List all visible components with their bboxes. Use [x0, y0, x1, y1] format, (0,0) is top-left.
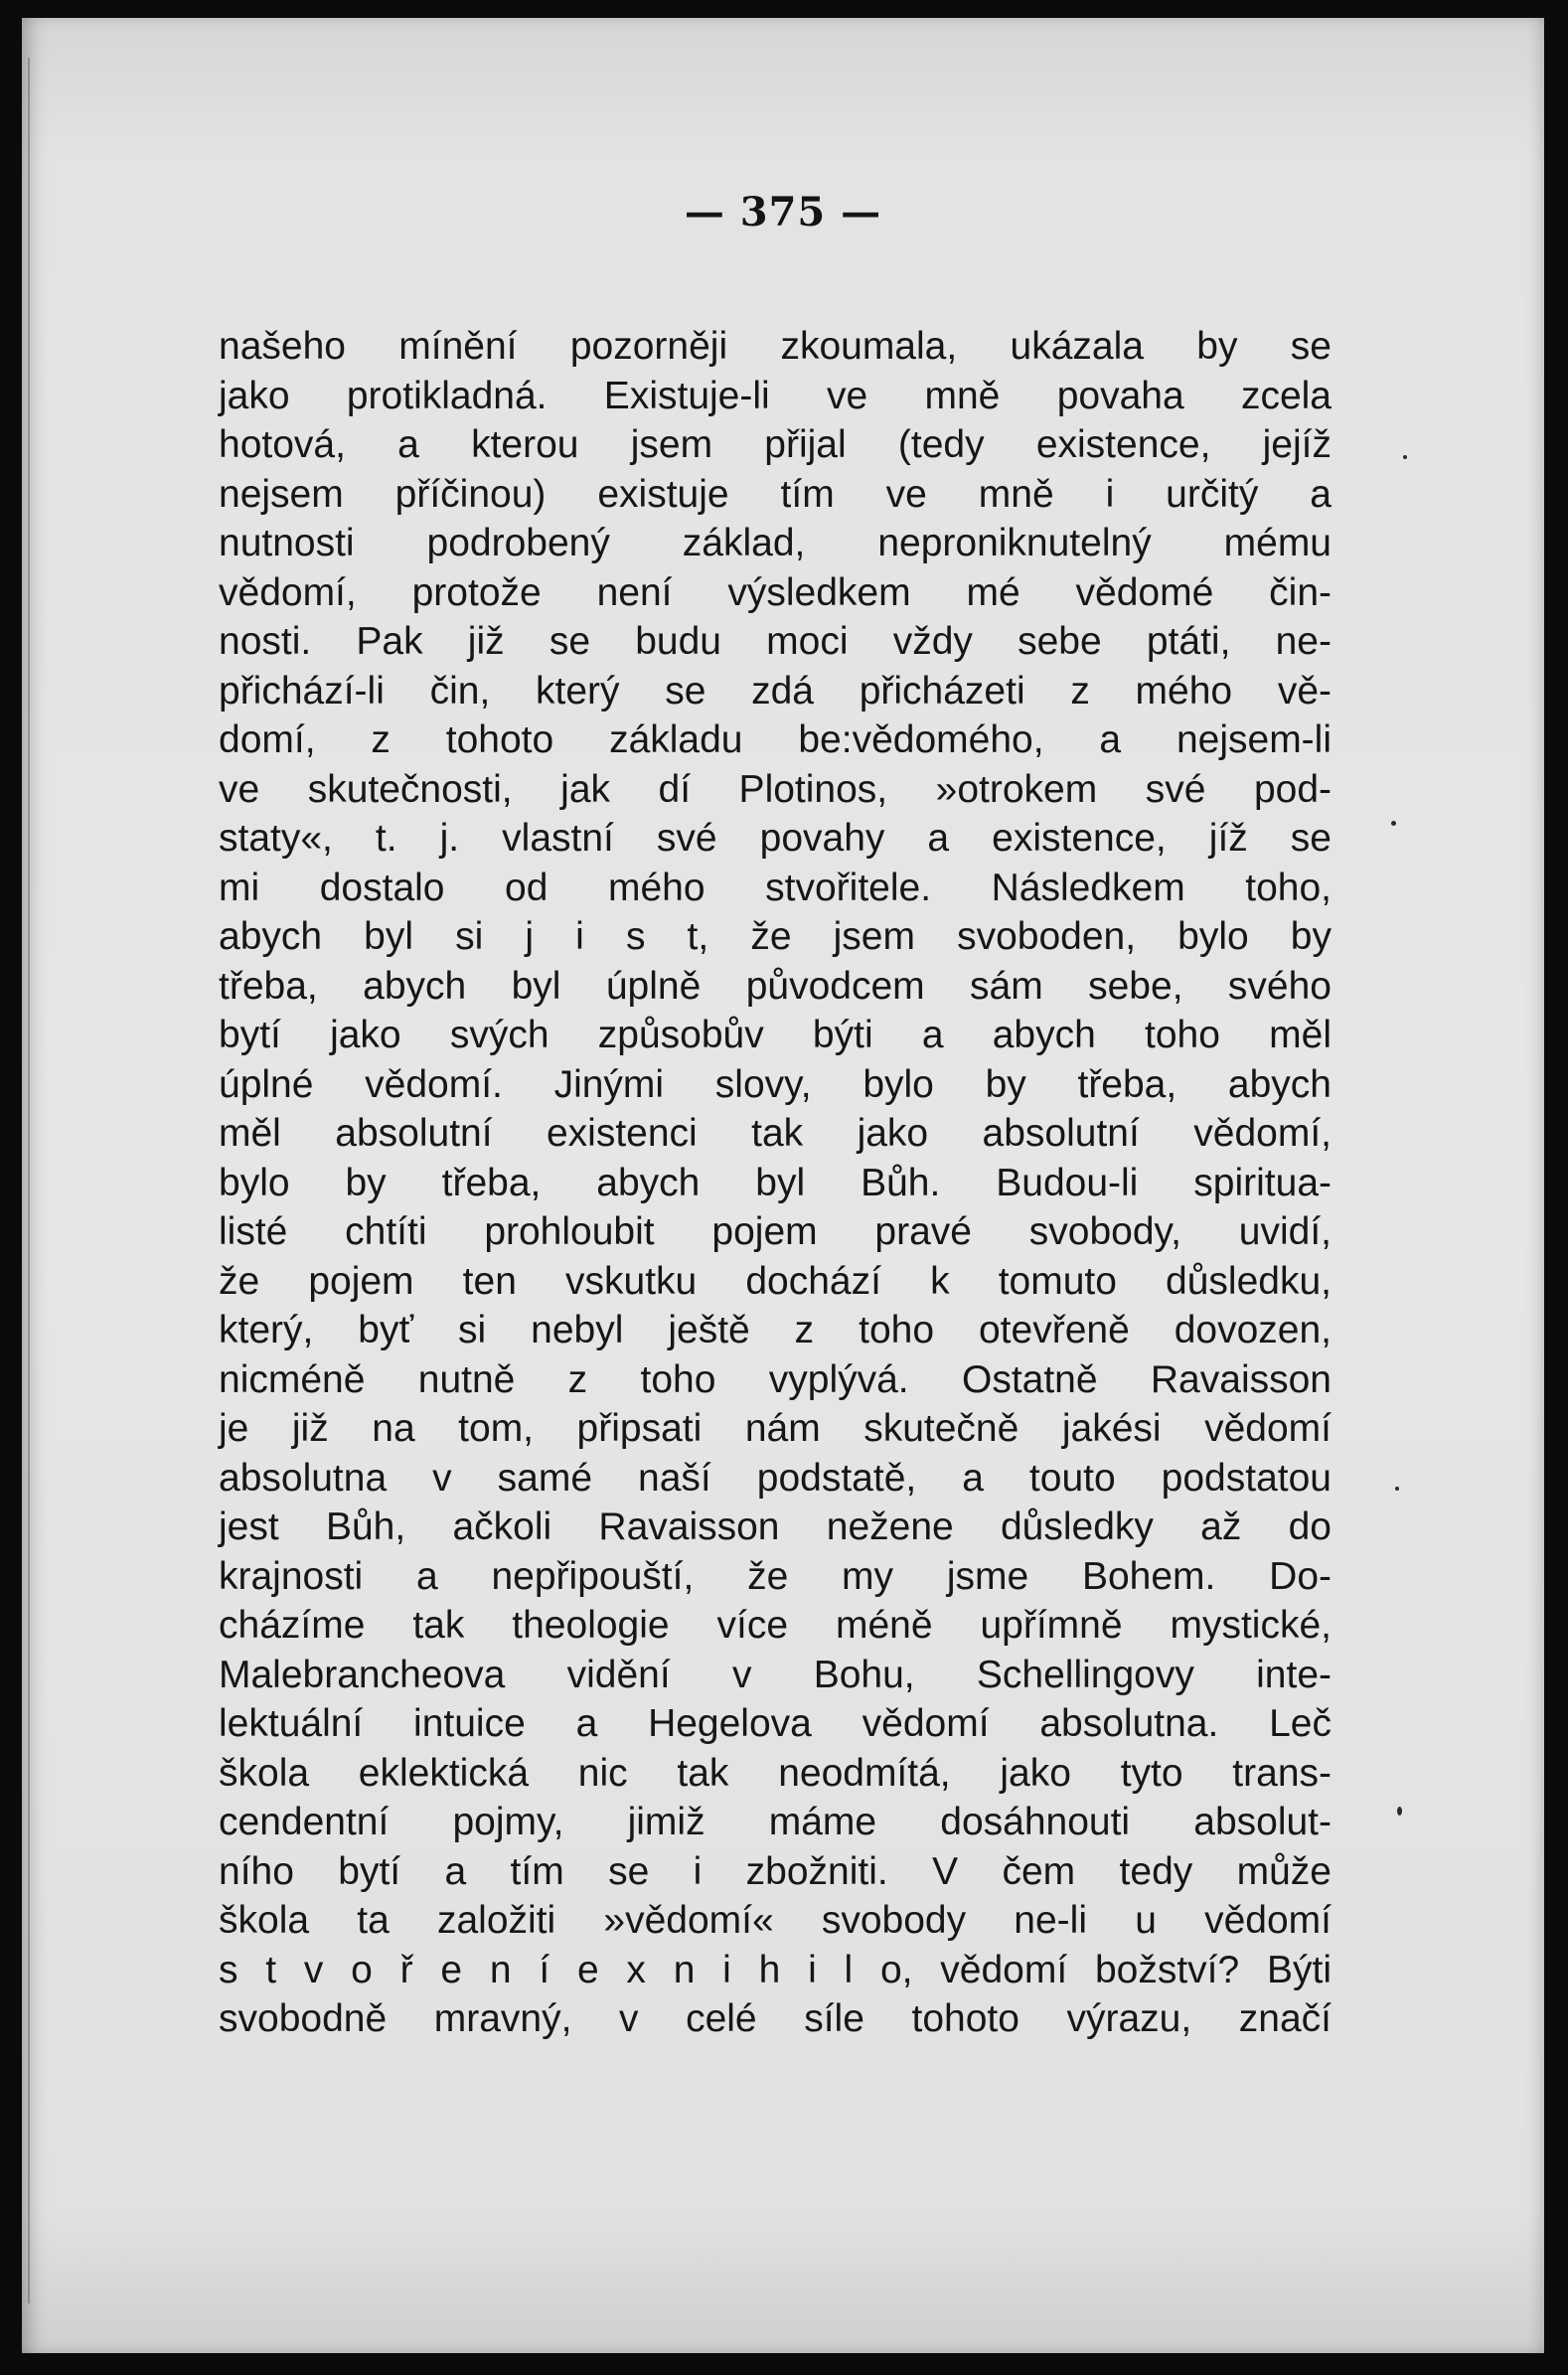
body-text — [219, 322, 1332, 2044]
dust-speck — [1403, 455, 1407, 459]
text-line: jest Bůh, ačkoli Ravaisson nežene důsledky až do — [219, 1505, 1332, 1548]
text-line: přichází-li čin, který se zdá přicházeti z mého vě- — [219, 669, 1332, 712]
text-line: Malebrancheova vidění v Bohu, Schellingovy inte- — [219, 1653, 1332, 1696]
text-line: cendentní pojmy, jimiž máme dosáhnouti absolut- — [219, 1801, 1332, 1843]
text-line: že pojem ten vskutku dochází k tomuto důsledku, — [219, 1259, 1332, 1303]
text-line: třeba, abych byl úplně původcem sám sebe, svého — [219, 964, 1332, 1008]
text-line: svobodně mravný, v celé síle tohoto výrazu, značí — [219, 1997, 1332, 2040]
text-line: staty«, t. j. vlastní své povahy a existence, jíž se — [219, 817, 1332, 860]
text-line: bytí jako svých způsobův býti a abych toho měl — [219, 1014, 1332, 1056]
text-line: nicméně nutně z toho vyplývá. Ostatně Ravaisson — [219, 1357, 1332, 1401]
binding-crease — [28, 58, 30, 2303]
dust-speck — [1391, 821, 1396, 826]
text-line: mi dostalo od mého stvořitele. Následkem toho, — [219, 866, 1332, 909]
text-line: škola ta založiti »vědomí« svobody ne-li u vědomí — [219, 1899, 1332, 1942]
text-line: nejsem příčinou) existuje tím ve mně i určitý a — [219, 472, 1332, 516]
text-line: měl absolutní existenci tak jako absolutní vědomí, — [219, 1112, 1332, 1155]
text-line: ního bytí a tím se i zbožniti. V čem tedy může — [219, 1849, 1332, 1893]
text-line: ve skutečnosti, jak dí Plotinos, »otrokem své pod- — [219, 767, 1332, 811]
text-line: škola eklektická nic tak neodmítá, jako tyto trans- — [219, 1751, 1332, 1795]
text-line: hotová, a kterou jsem přijal (tedy existence, jejíž — [219, 423, 1332, 466]
text-line: bylo by třeba, abych byl Bůh. Budou-li spiritua- — [219, 1161, 1332, 1204]
text-line: cházíme tak theologie více méně upřímně mystické, — [219, 1604, 1332, 1647]
text-line: lektuální intuice a Hegelova vědomí absolutna. Leč — [219, 1702, 1332, 1745]
text-line: listé chtíti prohloubit pojem pravé svobody, uvidí, — [219, 1210, 1332, 1253]
text-line: domí, z tohoto základu be:vědomého, a nejsem-li — [219, 718, 1332, 761]
text-line: nosti. Pak již se budu moci vždy sebe ptáti, ne- — [219, 620, 1332, 663]
text-line: úplné vědomí. Jinými slovy, bylo by třeba, abych — [219, 1062, 1332, 1106]
text-line: s t v o ř e n í e x n i h i l o, vědomí božství? Býti — [219, 1948, 1332, 1991]
text-line: absolutna v samé naší podstatě, a touto podstatou — [219, 1456, 1332, 1500]
text-line: našeho mínění pozorněji zkoumala, ukázala by se — [219, 325, 1332, 368]
text-line: abych byl si j i s t, že jsem svoboden, bylo by — [219, 915, 1332, 958]
text-line: krajnosti a nepřipouští, že my jsme Bohem. Do- — [219, 1554, 1332, 1598]
text-line: je již na tom, připsati nám skutečně jakési vědomí — [219, 1407, 1332, 1450]
text-line: nutnosti podrobený základ, neproniknutelný mému — [219, 522, 1332, 564]
text-line: který, byť si nebyl ještě z toho otevřeně dovozen, — [219, 1309, 1332, 1351]
text-line: jako protikladná. Existuje-li ve mně povaha zcela — [219, 374, 1332, 417]
page-number: — 375 — — [684, 189, 882, 236]
dust-speck — [1397, 1807, 1402, 1816]
book-page — [22, 18, 1544, 2353]
dust-speck — [1395, 1487, 1399, 1491]
text-line: vědomí, protože není výsledkem mé vědomé čin- — [219, 570, 1332, 614]
